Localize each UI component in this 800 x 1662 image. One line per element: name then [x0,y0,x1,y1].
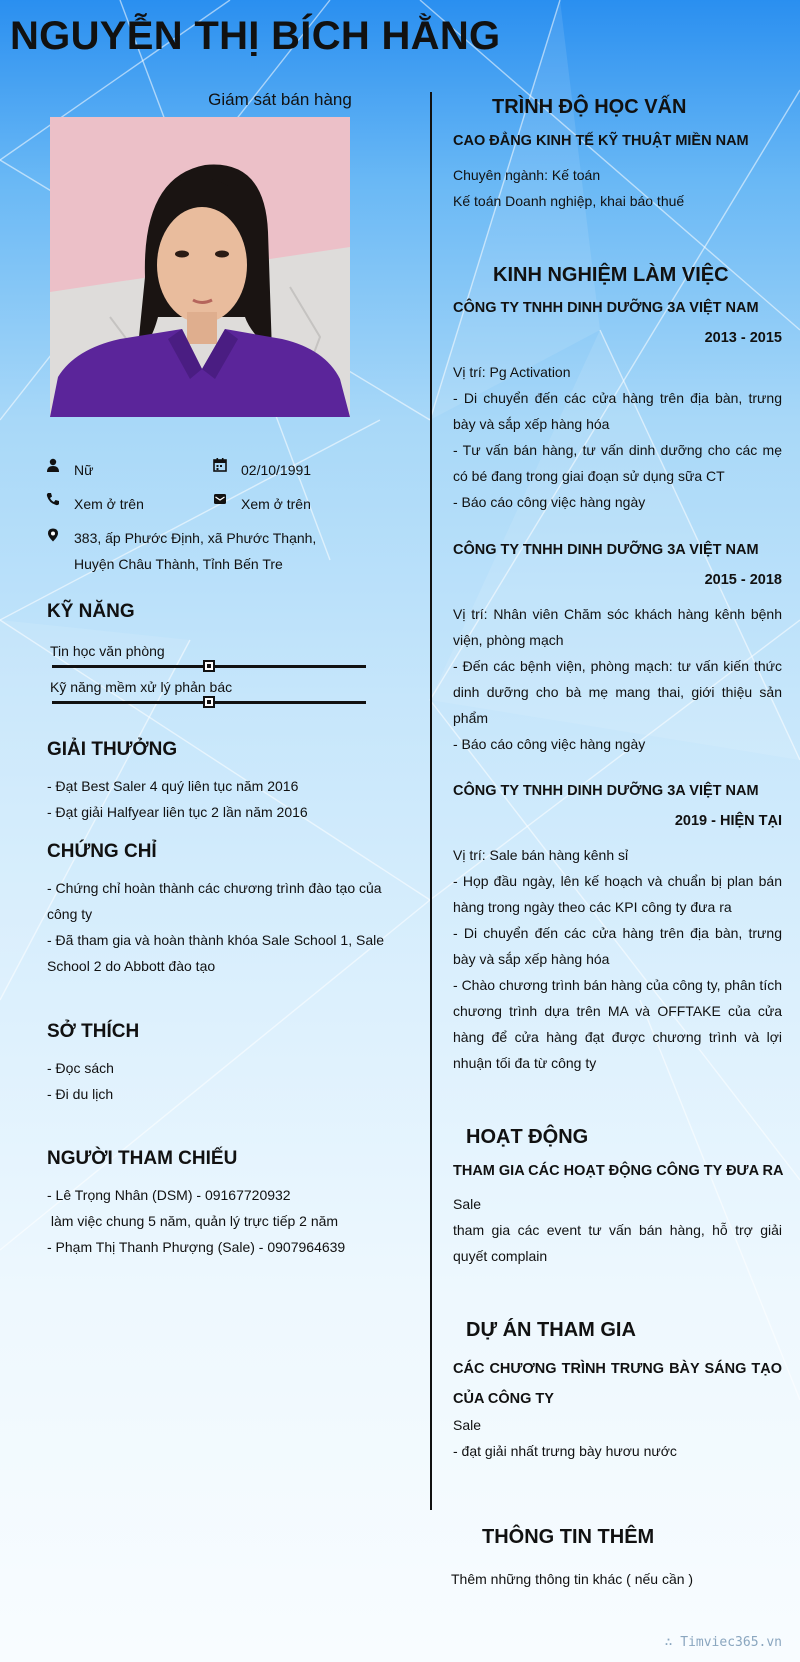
job-line: - Tư vấn bán hàng, tư vấn dinh dưỡng cho các mẹ có bé đang trong giai đoạn sử dụng sữa CT [453,442,782,484]
gender-value: Nữ [74,462,94,478]
job-company: CÔNG TY TNHH DINH DƯỠNG 3A VIỆT NAM [453,300,759,316]
awards-heading: GIẢI THƯỞNG [47,739,178,760]
watermark-icon: ∴ [664,1635,681,1650]
job-line: - Báo cáo công việc hàng ngày [453,736,646,752]
job-line: Vị trí: Pg Activation [453,364,571,380]
reference-line: làm việc chung 5 năm, quản lý trực tiếp 2 năm [47,1213,339,1229]
calendar-icon [213,458,227,472]
education-line: Kế toán Doanh nghiệp, khai báo thuế [453,193,685,209]
job-line: - Di chuyển đến các cửa hàng trên địa bàn, trưng bày và sắp xếp hàng hóa [453,390,782,432]
hobbies-heading: SỞ THÍCH [47,1021,140,1042]
job-line: Vị trí: Nhân viên Chăm sóc khách hàng kênh bệnh viện, phòng mạch [453,606,782,648]
phone-icon [46,492,60,506]
education-line: Chuyên ngành: Kế toán [453,167,601,183]
activities-heading: HOẠT ĐỘNG [466,1126,589,1148]
skill-knob [203,696,215,708]
job-line: - Di chuyển đến các cửa hàng trên địa bàn, trưng bày và sắp xếp hàng hóa [453,925,782,967]
certificate-line: School 2 do Abbott đào tạo [47,958,216,974]
column-divider [430,92,432,1510]
candidate-name: NGUYỄN THỊ BÍCH HẰNG [10,14,501,58]
address-line-2: Huyện Châu Thành, Tỉnh Bến Tre [74,556,283,572]
award-line: - Đạt giải Halfyear liên tục 2 lần năm 2016 [47,804,308,820]
job-company: CÔNG TY TNHH DINH DƯỠNG 3A VIỆT NAM [453,542,759,558]
certificates-heading: CHỨNG CHỈ [47,841,157,862]
skill-bar [52,665,366,668]
projects-heading: DỰ ÁN THAM GIA [466,1319,636,1341]
extra-info-heading: THÔNG TIN THÊM [482,1526,655,1548]
job-line: Vị trí: Sale bán hàng kênh sỉ [453,847,629,863]
job-period: 2013 - 2015 [704,330,782,346]
projects-subtitle: CÁC CHƯƠNG TRÌNH TRƯNG BÀY SÁNG TẠO CỦA CÔNG TY [453,1361,782,1407]
skill-bar [52,701,366,704]
job-line: - Họp đầu ngày, lên kế hoạch và chuẩn bị plan bán hàng trong ngày theo các KPI công ty đưa ra [453,873,782,915]
location-pin-icon [46,528,60,542]
phone-value: Xem ở trên [74,496,144,512]
skill-label: Tin học văn phòng [50,643,165,659]
job-period: 2015 - 2018 [704,572,782,588]
email-value: Xem ở trên [241,496,311,512]
skills-heading: KỸ NĂNG [47,601,135,622]
user-icon [46,458,60,472]
certificate-line: công ty [47,906,93,922]
job-company: CÔNG TY TNHH DINH DƯỠNG 3A VIỆT NAM [453,783,759,799]
job-title: Giám sát bán hàng [208,90,352,109]
references-heading: NGƯỜI THAM CHIẾU [47,1148,238,1169]
activities-subtitle: THAM GIA CÁC HOẠT ĐỘNG CÔNG TY ĐƯA RA [453,1163,784,1179]
project-line: Sale [453,1417,482,1433]
hobby-line: - Đi du lịch [47,1086,114,1102]
skill-knob [203,660,215,672]
education-heading: TRÌNH ĐỘ HỌC VẤN [492,96,687,118]
profile-photo [50,117,350,417]
experience-heading: KINH NGHIỆM LÀM VIỆC [493,264,729,286]
certificate-line: - Chứng chỉ hoàn thành các chương trình đào tạo của [47,880,382,896]
reference-line: - Phạm Thị Thanh Phượng (Sale) - 0907964639 [47,1239,346,1255]
email-icon [213,492,227,506]
job-line: - Báo cáo công việc hàng ngày [453,494,646,510]
activity-line: Sale [453,1196,482,1212]
birthday-value: 02/10/1991 [241,462,312,478]
education-school: CAO ĐẲNG KINH TẾ KỸ THUẬT MIỀN NAM [453,133,749,149]
activity-line: tham gia các event tư vấn bán hàng, hỗ trợ giải quyết complain [453,1222,782,1264]
watermark [665,1635,782,1650]
job-line: - Chào chương trình bán hàng của công ty, phân tích chương trình dựa trên MA và OFFTAKE của cửa hàng để cửa hàng đạt được chương trình và lợi nhuận tối đa từ công ty [453,977,782,1071]
award-line: - Đạt Best Saler 4 quý liên tục năm 2016 [47,778,299,794]
job-line: - Đến các bệnh viện, phòng mạch: tư vấn kiến thức dinh dưỡng cho bà mẹ mang thai, giới thiệu sản phẩm [453,658,782,726]
watermark-text: Timviec365.vn [680,1635,782,1650]
address-line-1: 383, ấp Phước Định, xã Phước Thạnh, [74,530,317,546]
job-period: 2019 - HIỆN TẠI [674,813,782,829]
extra-info-text: Thêm những thông tin khác ( nếu cần ) [451,1571,694,1587]
skill-label: Kỹ năng mềm xử lý phản bác [50,679,233,695]
hobby-line: - Đọc sách [47,1060,114,1076]
reference-line: - Lê Trọng Nhân (DSM) - 09167720932 [47,1187,291,1203]
certificate-line: - Đã tham gia và hoàn thành khóa Sale School 1, Sale [47,932,384,948]
project-line: - đạt giải nhất trưng bày hươu nước [453,1443,677,1459]
